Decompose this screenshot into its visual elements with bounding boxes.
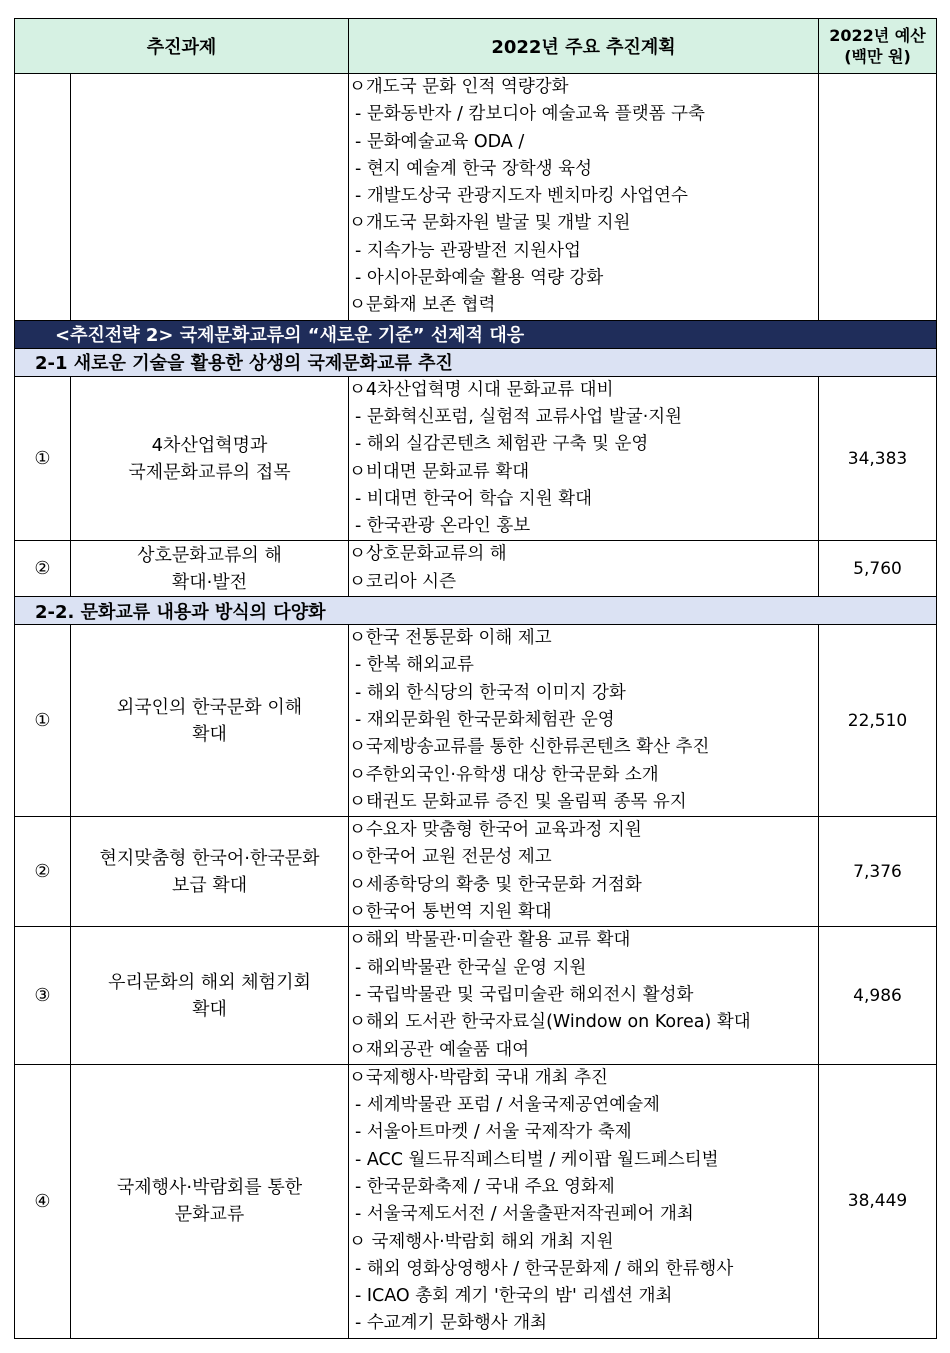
task-cell-empty [71,74,349,321]
plan-item: ㅇ세종학당의 확충 및 한국문화 거점화 [349,874,642,895]
plan-sub-item: - 서울국제도서전 / 서울출판저작권페어 개최 [355,1204,694,1225]
task-line: 현지맞춤형 한국어·한국문화 [99,847,320,869]
plan-item: ㅇ상호문화교류의 해 [349,544,507,565]
plan-sub-item: - 문화혁신포럼, 실험적 교류사업 발굴·지원 [355,406,683,427]
header-budget-line2: (백만 원) [844,47,911,66]
plan-sub-item: - 한복 해외교류 [355,655,474,676]
table-row [15,1064,937,1338]
plan-cell [349,625,819,817]
plan-sub-item: - ICAO 총회 계기 '한국의 밤' 리셉션 개최 [355,1286,673,1307]
row-number: ① [15,376,71,541]
task-cell [71,541,349,597]
budget-cell: 4,986 [819,927,937,1064]
plan-item: ㅇ문화재 보존 협력 [349,295,496,316]
task-line: 확대 [192,723,227,745]
plan-sub-item: - 문화예술교육 ODA / [355,131,525,152]
task-line: 우리문화의 해외 체험기회 [108,971,311,993]
plan-sub-item: - 해외 영화상영행사 / 한국문화제 / 해외 한류행사 [355,1258,734,1279]
table-row [15,625,937,817]
plan-sub-item: - 아시아문화예술 활용 역량 강화 [355,268,604,289]
plan-item: ㅇ해외 박물관·미술관 활용 교류 확대 [349,930,631,951]
plan-item: ㅇ태권도 문화교류 증진 및 올림픽 종목 유지 [349,791,687,812]
header-budget [819,19,937,74]
plan-sub-item: - 해외 한식당의 한국적 이미지 강화 [355,682,626,703]
row-number: ① [15,625,71,817]
task-line: 4차산업혁명과 [151,434,268,456]
task-line: 국제문화교류의 접목 [128,461,291,483]
plan-sub-item: - 개발도상국 관광지도자 벤치마킹 사업연수 [355,186,688,207]
plan-item: ㅇ비대면 문화교류 확대 [349,461,530,482]
task-line: 문화교류 [174,1204,245,1226]
plan-item: ㅇ해외 도서관 한국자료실(Window on Korea) 확대 [349,1012,751,1033]
plan-sub-item: - 문화동반자 / 캄보디아 예술교육 플랫폼 구축 [355,104,705,125]
plan-sub-item: - 해외 실감콘텐츠 체험관 구축 및 운영 [355,434,649,455]
plan-table [14,18,937,1339]
table-row [15,541,937,597]
budget-cell: 5,760 [819,541,937,597]
plan-sub-item: - 한국문화축제 / 국내 주요 영화제 [355,1176,615,1197]
task-line: 확대·발전 [171,571,248,593]
task-line: 보급 확대 [171,874,248,896]
task-cell [71,1064,349,1338]
plan-sub-item: - 재외문화원 한국문화체험관 운영 [355,709,615,730]
plan-cell [349,74,819,321]
row-number: ② [15,541,71,597]
plan-item: ㅇ재외공관 예술품 대여 [349,1039,530,1060]
table-row [15,817,937,927]
header-row [15,19,937,74]
row-number-empty [15,74,71,321]
task-line: 확대 [192,998,227,1020]
plan-item: ㅇ 국제행사·박람회 해외 개최 지원 [349,1231,614,1252]
plan-sub-item: - 현지 예술계 한국 장학생 육성 [355,158,592,179]
task-line: 상호문화교류의 해 [137,544,282,566]
table-row [15,376,937,541]
budget-cell: 38,449 [819,1064,937,1338]
plan-item: ㅇ개도국 문화자원 발굴 및 개발 지원 [349,213,631,234]
section-row [15,348,937,376]
task-cell [71,625,349,817]
plan-item: ㅇ한국 전통문화 이해 제고 [349,628,552,649]
header-budget-line1: 2022년 예산 [829,26,926,45]
plan-item: ㅇ개도국 문화 인적 역량강화 [349,77,569,97]
plan-item: ㅇ한국어 교원 전문성 제고 [349,847,552,868]
header-task: 추진과제 [15,19,349,74]
plan-cell [349,1064,819,1338]
plan-item: ㅇ4차산업혁명 시대 문화교류 대비 [349,379,614,400]
header-plan: 2022년 주요 추진계획 [349,19,819,74]
task-cell [71,376,349,541]
table-row [15,927,937,1064]
plan-item: ㅇ수요자 맞춤형 한국어 교육과정 지원 [349,820,642,841]
plan-cell [349,817,819,927]
plan-sub-item: - ACC 월드뮤직페스티벌 / 케이팝 월드페스티벌 [355,1149,719,1170]
plan-sub-item: - 해외박물관 한국실 운영 지원 [355,957,587,978]
plan-cell [349,927,819,1064]
row-number: ③ [15,927,71,1064]
plan-sub-item: - 국립박물관 및 국립미술관 해외전시 활성화 [355,984,694,1005]
task-cell [71,927,349,1064]
plan-item: ㅇ국제방송교류를 통한 신한류콘텐츠 확산 추진 [349,737,710,758]
plan-cell [349,376,819,541]
budget-cell-empty [819,74,937,321]
strategy-title: <추진전략 2> 국제문화교류의 “새로운 기준” 선제적 대응 [15,320,937,348]
plan-sub-item: - 비대면 한국어 학습 지원 확대 [355,488,592,509]
continuation-row [15,74,937,321]
plan-item: ㅇ코리아 시즌 [349,571,456,592]
task-line: 국제행사·박람회를 통한 [116,1177,303,1199]
section-title: 2-1 새로운 기술을 활용한 상생의 국제문화교류 추진 [15,348,937,376]
section-title: 2-2. 문화교류 내용과 방식의 다양화 [15,597,937,625]
budget-cell: 7,376 [819,817,937,927]
section-row [15,597,937,625]
plan-item: ㅇ주한외국인·유학생 대상 한국문화 소개 [349,764,659,785]
plan-item: ㅇ한국어 통번역 지원 확대 [349,902,552,923]
plan-cell [349,541,819,597]
plan-sub-item: - 서울아트마켓 / 서울 국제작가 축제 [355,1122,632,1143]
row-number: ② [15,817,71,927]
budget-cell: 34,383 [819,376,937,541]
plan-sub-item: - 수교계기 문화행사 개최 [355,1313,548,1334]
plan-sub-item: - 세계박물관 포럼 / 서울국제공연예술제 [355,1095,660,1116]
task-line: 외국인의 한국문화 이해 [116,696,303,718]
plan-sub-item: - 지속가능 관광발전 지원사업 [355,240,581,261]
plan-sub-item: - 한국관광 온라인 홍보 [355,516,531,537]
strategy-row [15,320,937,348]
plan-item: ㅇ국제행사·박람회 국내 개최 추진 [349,1067,608,1088]
row-number: ④ [15,1064,71,1338]
budget-cell: 22,510 [819,625,937,817]
task-cell [71,817,349,927]
